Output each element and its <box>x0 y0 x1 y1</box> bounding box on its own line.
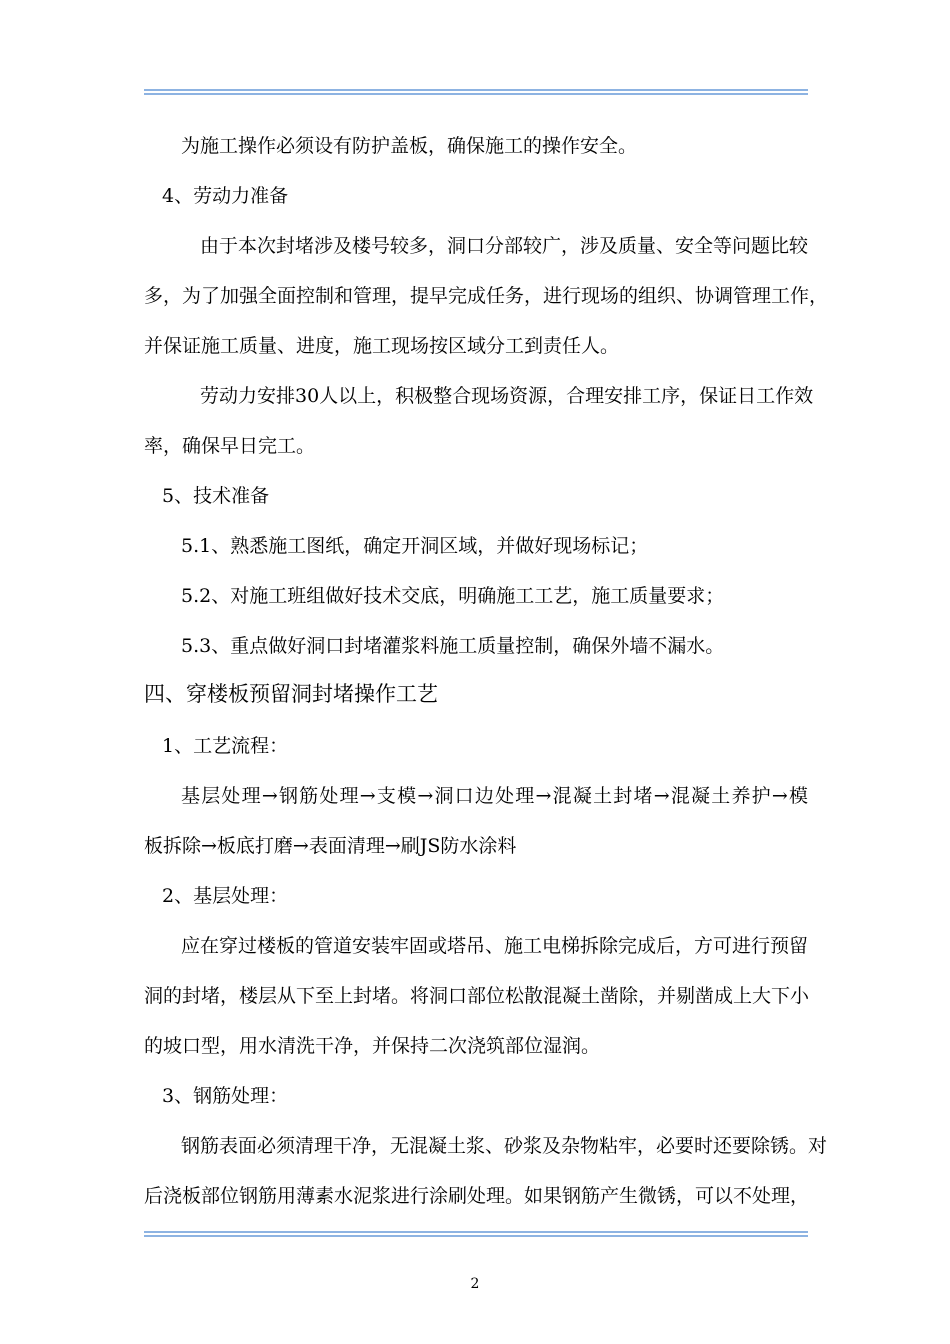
paragraph-line: 钢筋表面必须清理干净，无混凝土浆、砂浆及杂物粘牢，必要时还要除锈。对 <box>181 1135 828 1157</box>
paragraph-line: 应在穿过楼板的管道安装牢固或塔吊、施工电梯拆除完成后，方可进行预留 <box>181 935 809 957</box>
paragraph-line: 劳动力安排30人以上，积极整合现场资源，合理安排工序，保证日工作效 <box>200 385 814 407</box>
paragraph-line: 5.3、重点做好洞口封堵灌浆料施工质量控制，确保外墙不漏水。 <box>181 635 725 657</box>
section-heading: 5、技术准备 <box>162 485 270 507</box>
header-rule <box>144 89 808 95</box>
chapter-heading: 四、穿楼板预留洞封堵操作工艺 <box>144 682 438 706</box>
paragraph-line: 板拆除→板底打磨→表面清理→刷JS防水涂料 <box>144 835 517 857</box>
page-number: 2 <box>470 1276 480 1292</box>
paragraph-line: 5.2、对施工班组做好技术交底，明确施工工艺，施工质量要求； <box>181 585 725 607</box>
section-heading: 1、工艺流程： <box>162 735 289 757</box>
footer-rule <box>144 1231 808 1237</box>
paragraph-line: 洞的封堵，楼层从下至上封堵。将洞口部位松散混凝土凿除，并剔凿成上大下小 <box>144 985 810 1007</box>
paragraph-line: 率，确保早日完工。 <box>144 435 316 457</box>
paragraph-line: 多，为了加强全面控制和管理，提早完成任务，进行现场的组织、协调管理工作， <box>144 285 829 307</box>
section-heading: 2、基层处理： <box>162 885 289 907</box>
paragraph-line: 5.1、熟悉施工图纸，确定开洞区域，并做好现场标记； <box>181 535 649 557</box>
paragraph-line: 后浇板部位钢筋用薄素水泥浆进行涂刷处理。如果钢筋产生微锈，可以不处理， <box>144 1185 810 1207</box>
section-heading: 4、劳动力准备 <box>162 185 289 207</box>
paragraph-line: 由于本次封堵涉及楼号较多，洞口分部较广，涉及质量、安全等问题比较 <box>200 235 809 257</box>
paragraph-line: 基层处理→钢筋处理→支模→洞口边处理→混凝土封堵→混凝土养护→模 <box>181 785 808 807</box>
paragraph-line: 并保证施工质量、进度，施工现场按区域分工到责任人。 <box>144 335 620 357</box>
section-heading: 3、钢筋处理： <box>162 1085 289 1107</box>
paragraph-line: 的坡口型，用水清洗干净，并保持二次浇筑部位湿润。 <box>144 1035 601 1057</box>
paragraph-line: 为施工操作必须设有防护盖板，确保施工的操作安全。 <box>181 135 638 157</box>
